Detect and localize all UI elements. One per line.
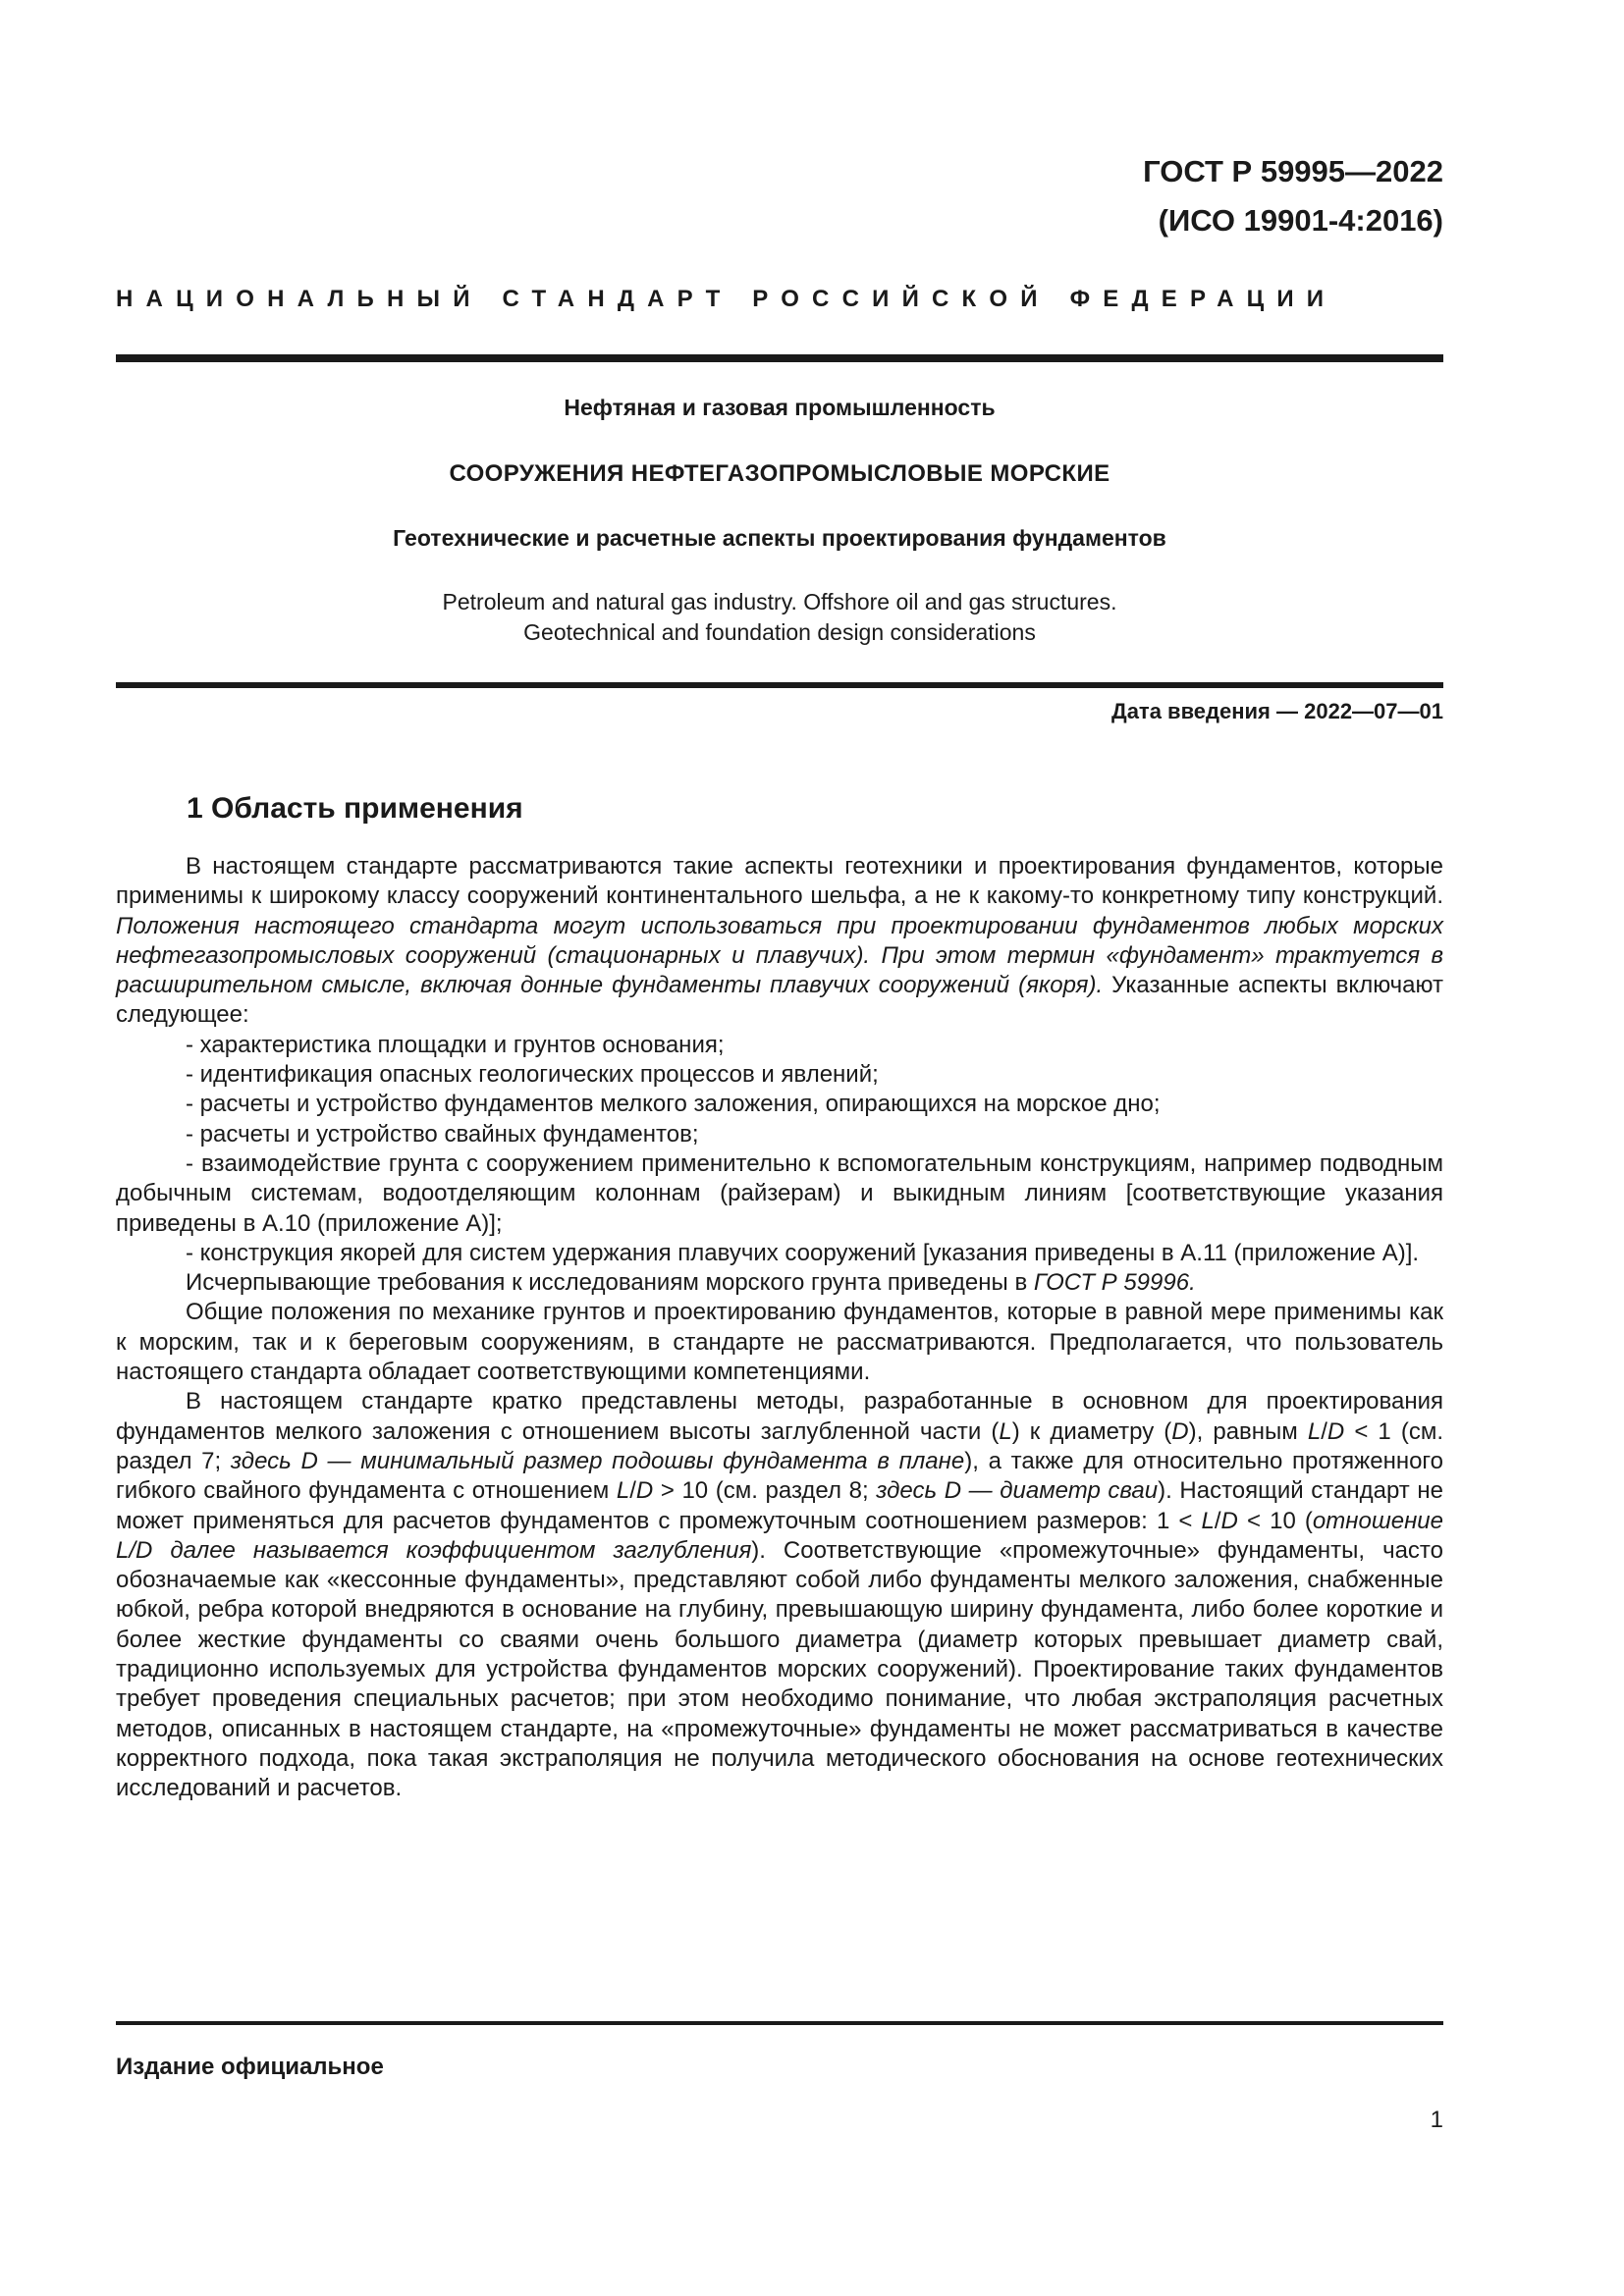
paragraph-4-text-run: ). Настоящий стандарт не может применяться для расчетов фундаментов с промежуточным соотношением размеров: 1 < [116,1477,1444,1534]
main-title: СООРУЖЕНИЯ НЕФТЕГАЗОПРОМЫСЛОВЫЕ МОРСКИЕ [449,460,1110,487]
introduction-date: Дата введения — 2022—07—01 [1111,699,1443,723]
paragraph-2-text: Исчерпывающие требования к исследованиям морского грунта приведены в [186,1269,1034,1297]
paragraph-4-text-run: ), а также для относительно протяженного гибкого свайного фундамента с отношением [116,1447,1444,1505]
page-number: 1 [1430,2107,1443,2133]
subtitle: Геотехнические и расчетные аспекты проектирования фундаментов [393,525,1166,551]
list-item: - идентификация опасных геологических процессов и явлений; [186,1061,879,1089]
section-body [116,852,1443,1804]
standard-number: ГОСТ Р 59995—2022 [1143,154,1443,188]
list-item: - конструкция якорей для систем удержания плавучих сооружений [указания приведены в А.11 (приложение А)]. [186,1239,1420,1266]
paragraph-4-text-run: > 10 (см. раздел 8; [653,1477,877,1505]
paragraph-2 [116,1268,1443,1298]
paragraph-1-italic: Положения настоящего стандарта могут использоваться при проектировании фундаментов любых морских нефтегазопромысловых сооружений (стационарных и плавучих). При этом термин «фундамент» трактуется в расширительном смысле, включая донные фундаменты плавучих сооружений (якоря). [116,912,1443,999]
paragraph-4-text-run: / [629,1477,636,1505]
iso-number: (ИСО 19901-4:2016) [1158,203,1443,238]
paragraph-4 [116,1387,1443,1803]
paragraph-4-text-run: < 10 ( [1237,1507,1313,1534]
paragraph-4-italic-run: L [1307,1417,1322,1445]
paragraph-4-text-run: / [1214,1507,1221,1534]
english-title [116,587,1443,648]
header-divider [116,354,1443,362]
industry-title: Нефтяная и газовая промышленность [564,395,996,420]
gost-reference: ГОСТ Р 59996. [1033,1269,1196,1297]
paragraph-1-text-a: В настоящем стандарте рассматриваются такие аспекты геотехники и проектирования фундаментов, которые применимы к широкому классу сооружений континентального шельфа, а не к какому-то конкретному типу конструкций. [116,853,1443,910]
paragraph-4-italic-run: здесь D — диаметр сваи [876,1477,1159,1505]
standard-number-block [1143,147,1443,245]
paragraph-4-text-run: В настоящем стандарте кратко представлены методы, разработанные в основном для проектирования фундаментов мелкого заложения с отношением высоты заглубленной части ( [116,1388,1443,1445]
official-edition-label: Издание официальное [116,2054,384,2080]
title-divider [116,682,1443,688]
paragraph-1 [116,852,1443,1031]
paragraph-4-italic-run: D [1326,1417,1345,1445]
paragraph-4-italic-run: отношение L/D далее называется коэффициентом заглубления [116,1507,1443,1564]
paragraph-1-text-c: Указанные аспекты включают следующее: [116,972,1443,1029]
paragraph-4-text-run: < 1 (см. раздел 7; [116,1417,1444,1474]
list-item: - взаимодействие грунта с сооружением применительно к вспомогательным конструкциям, например подводным добычным системам, водоотделяющим колоннам (райзерам) и выкидным линиям [соответствующие указания приведены в А.10 (приложение А)]; [116,1149,1443,1237]
paragraph-4-italic-run: D [635,1477,654,1505]
list-item: - расчеты и устройство фундаментов мелкого заложения, опирающихся на морское дно; [186,1091,1161,1118]
paragraph-4-italic-run: L [999,1417,1012,1445]
paragraph-4-italic-run: L [1201,1507,1215,1534]
english-title-line-2: Geotechnical and foundation design considerations [523,619,1036,645]
footer-divider [116,2021,1443,2025]
paragraph-4-text-run: / [1321,1417,1327,1445]
paragraph-4-italic-run: D [1171,1417,1189,1445]
national-standard-heading: НАЦИОНАЛЬНЫЙ СТАНДАРТ РОССИЙСКОЙ ФЕДЕРАЦИИ [116,286,1337,312]
paragraph-3: Общие положения по механике грунтов и проектированию фундаментов, которые в равной мере применимы как к морским, так и к береговым сооружениям, в стандарте не рассматриваются. Предполагается, что пользователь настоящего стандарта обладает соответствующими компетенциями. [116,1299,1443,1386]
document-page [116,0,1443,2296]
english-title-line-1: Petroleum and natural gas industry. Offshore oil and gas structures. [442,589,1117,614]
paragraph-4-italic-run: L [616,1477,630,1505]
list-item: - расчеты и устройство свайных фундаментов; [186,1120,699,1148]
section-title: 1 Область применения [187,792,523,825]
paragraph-4-italic-run: здесь D — минимальный размер подошвы фундамента в плане [230,1447,965,1474]
paragraph-4-italic-run: D [1220,1507,1238,1534]
paragraph-4-text-run: ). Соответствующие «промежуточные» фундаменты, часто обозначаемые как «кессонные фундаменты», представляют собой либо фундаменты мелкого заложения, снабженные юбкой, ребра которой внедряются в основание на глубину, превышающую ширину фундамента, либо более короткие и более жесткие фундаменты со сваями очень большого диаметра (диаметр которых превышает диаметр свай, традиционно используемых для устройства фундаментов морских сооружений). Проектирование таких фундаментов требует проведения специальных расчетов; при этом необходимо понимание, что любая экстраполяция расчетных методов, описанных в настоящем стандарте, на «промежуточные» фундаменты не может рассматриваться в качестве корректного подхода, пока такая экстраполяция не получила методического обоснования на основе геотехнических исследований и расчетов. [116,1536,1443,1802]
paragraph-4-text-run: ), равным [1188,1417,1308,1445]
list-item: - характеристика площадки и грунтов основания; [186,1031,725,1058]
paragraph-4-text-run: ) к диаметру ( [1011,1417,1172,1445]
